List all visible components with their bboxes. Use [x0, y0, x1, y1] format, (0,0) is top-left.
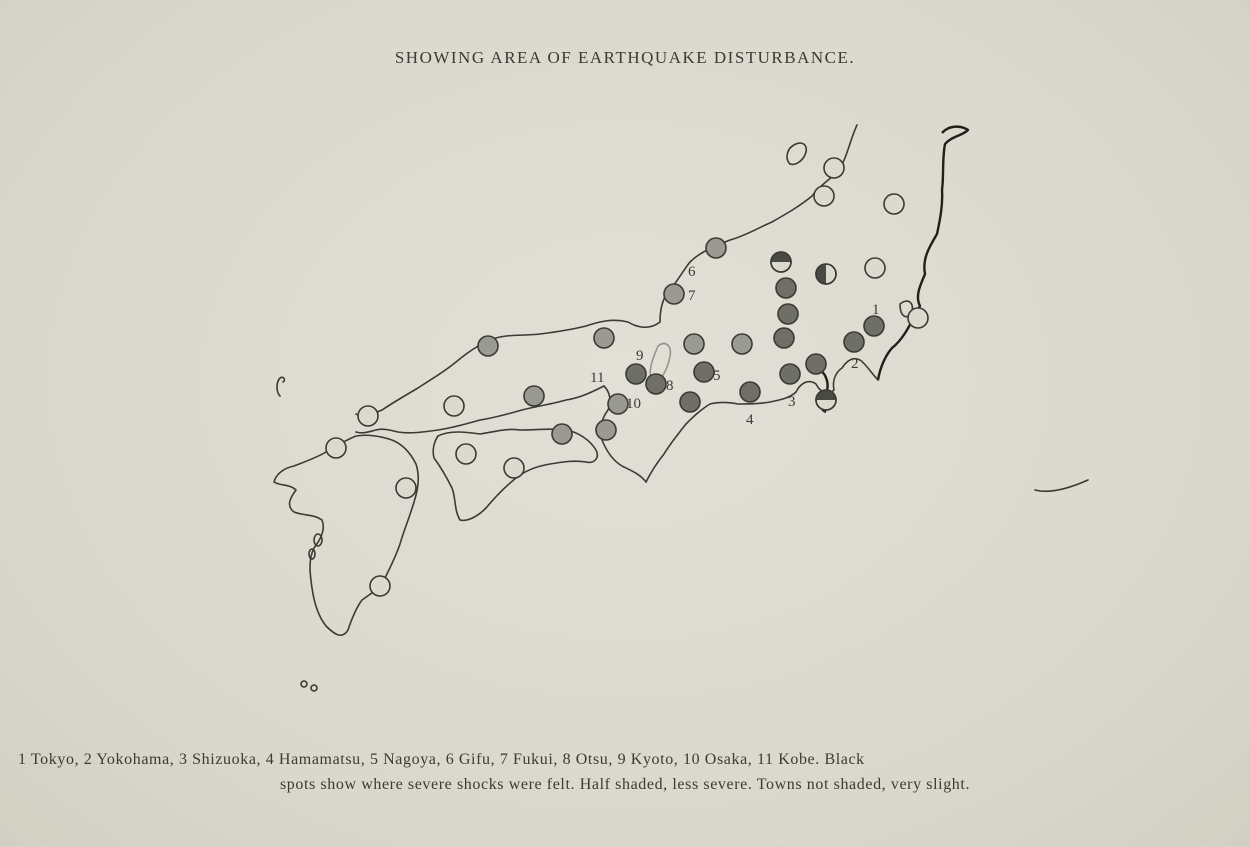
town-marker-slight: [504, 458, 524, 478]
town-marker-less-severe: [608, 394, 628, 414]
town-marker-slight: [865, 258, 885, 278]
town-marker-severe: [680, 392, 700, 412]
town-marker-slight: [326, 438, 346, 458]
small-island-1: [314, 534, 322, 546]
town-marker-less-severe: [594, 328, 614, 348]
label-9: 9: [636, 348, 644, 364]
town-marker-slight: [358, 406, 378, 426]
map-legend: [14, 748, 1236, 798]
small-island-3: [301, 681, 307, 687]
town-marker-severe: [646, 374, 666, 394]
town-marker-slight: [824, 158, 844, 178]
town-marker-slight: [908, 308, 928, 328]
label-8: 8: [666, 378, 674, 394]
town-marker-severe: [806, 354, 826, 374]
town-marker-severe: [740, 382, 760, 402]
label-3: 3: [788, 394, 796, 410]
legend-line-2: spots show where severe shocks were felt. Half shaded, less severe. Towns not shaded, very slight.: [279, 775, 971, 793]
town-markers: [326, 158, 928, 596]
town-marker-severe: [778, 304, 798, 324]
town-marker-severe: [780, 364, 800, 384]
label-2: 2: [851, 356, 859, 372]
town-marker-severe: [844, 332, 864, 352]
label-11: 11: [590, 370, 605, 386]
town-marker-slight: [444, 396, 464, 416]
kyushu-island: [274, 435, 418, 635]
label-4: 4: [746, 412, 754, 428]
town-marker-slight: [370, 576, 390, 596]
map-title: SHOWING AREA OF EARTHQUAKE DISTURBANCE.: [394, 48, 856, 67]
town-marker-less-severe: [732, 334, 752, 354]
town-marker-less-severe: [816, 390, 836, 410]
town-marker-severe: [774, 328, 794, 348]
town-marker-less-severe: [552, 424, 572, 444]
small-island-north: [787, 143, 806, 164]
stray-mark: [1035, 480, 1088, 491]
label-7: 7: [688, 288, 696, 304]
town-marker-severe: [776, 278, 796, 298]
town-marker-less-severe: [706, 238, 726, 258]
town-marker-slight: [884, 194, 904, 214]
label-1: 1: [872, 302, 880, 318]
town-marker-severe: [694, 362, 714, 382]
small-island-west: [277, 377, 284, 396]
town-marker-slight: [456, 444, 476, 464]
town-marker-severe: [626, 364, 646, 384]
label-5: 5: [713, 368, 721, 384]
town-marker-less-severe: [664, 284, 684, 304]
town-marker-slight: [814, 186, 834, 206]
town-marker-less-severe: [524, 386, 544, 406]
town-marker-less-severe: [478, 336, 498, 356]
town-marker-less-severe: [816, 264, 836, 284]
town-marker-less-severe: [596, 420, 616, 440]
label-6: 6: [688, 264, 696, 280]
town-marker-less-severe: [684, 334, 704, 354]
honshu-south-coast: [646, 359, 878, 482]
legend-line-1: 1 Tokyo, 2 Yokohama, 3 Shizuoka, 4 Hamamatsu, 5 Nagoya, 6 Gifu, 7 Fukui, 8 Otsu, 9 Kyoto, 10 Osaka, 11 Kobe. Black: [18, 751, 865, 768]
small-island-4: [311, 685, 317, 691]
label-10: 10: [626, 396, 641, 412]
town-marker-severe: [864, 316, 884, 336]
honshu-east-coast: [878, 127, 968, 380]
town-marker-slight: [396, 478, 416, 498]
town-marker-less-severe: [771, 252, 791, 272]
